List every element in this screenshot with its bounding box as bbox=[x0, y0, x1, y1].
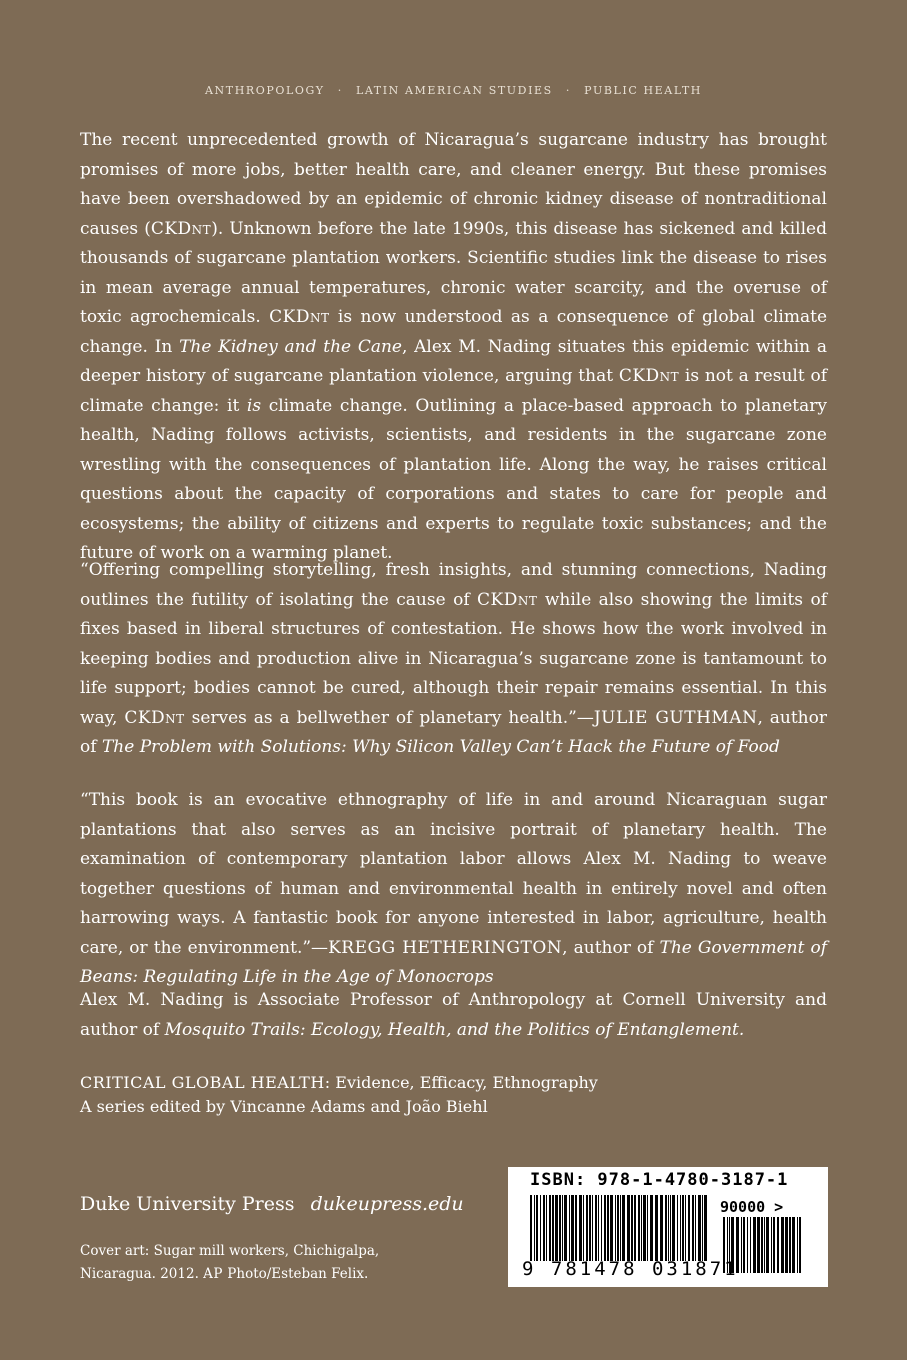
barcode-bar bbox=[617, 1195, 619, 1261]
barcode-bar bbox=[543, 1195, 545, 1261]
barcode-bar bbox=[650, 1195, 653, 1261]
category-anthropology: ANTHROPOLOGY bbox=[205, 84, 325, 97]
publisher-url: dukeupress.edu bbox=[310, 1193, 464, 1215]
barcode-bar bbox=[552, 1195, 554, 1261]
barcode-bar bbox=[781, 1217, 784, 1273]
barcode-bar bbox=[764, 1217, 765, 1273]
barcode-bar bbox=[792, 1217, 795, 1273]
endorsement-guthman: “Offering compelling storytelling, fresh insights, and stunning connections, Nading outlines the futility of isolating the cause of CKDnt while also showing the limits of fixes based in liberal structures of contestation. He shows how the work involved in keeping bodies and production alive in Nicaragua’s sugarcane zone is tantamount to life support; bodies cannot be cured, although their repair remains essential. In this way, CKDnt serves as a bellwether of planetary health.”—JULIE GUTHMAN, author of The Problem with Solutions: Why Silicon Valley Can’t Hack the Future of Food bbox=[80, 560, 827, 757]
barcode-bar bbox=[668, 1195, 669, 1261]
barcode-bar bbox=[797, 1217, 798, 1273]
author-previous-book: Mosquito Trails: Ecology, Health, and the Politics of Entanglement. bbox=[164, 1019, 745, 1040]
ckdnt-abbrev: CKDnt bbox=[150, 218, 212, 239]
barcode-bar bbox=[698, 1195, 701, 1261]
barcode-bar bbox=[750, 1217, 751, 1273]
price-code: 90000 > bbox=[720, 1198, 784, 1216]
barcode-bar bbox=[610, 1195, 613, 1261]
barcode-bar bbox=[677, 1195, 678, 1261]
barcode-bar bbox=[631, 1195, 633, 1261]
publisher-name: Duke University Press bbox=[80, 1193, 295, 1215]
ckdnt-abbrev: CKDnt bbox=[124, 707, 185, 728]
category-line bbox=[0, 84, 907, 97]
publisher-line bbox=[80, 1193, 464, 1215]
barcode-bar bbox=[622, 1195, 625, 1261]
ean-barcode-bars bbox=[530, 1195, 710, 1261]
barcode-bar bbox=[692, 1195, 694, 1261]
series-name: CRITICAL GLOBAL HEALTH bbox=[80, 1073, 325, 1092]
barcode-bar bbox=[604, 1195, 606, 1261]
endorser-book-title: The Problem with Solutions: Why Silicon Valley Can’t Hack the Future of Food bbox=[101, 737, 780, 757]
isbn-number: ISBN: 978-1-4780-3187-1 bbox=[530, 1170, 789, 1190]
endorser-name: JULIE GUTHMAN bbox=[593, 707, 758, 728]
category-separator: · bbox=[337, 84, 343, 97]
barcode-bar bbox=[773, 1217, 775, 1273]
barcode-bar bbox=[555, 1195, 558, 1261]
barcode-bar bbox=[641, 1195, 642, 1261]
barcode-bar bbox=[571, 1195, 574, 1261]
barcode-bar bbox=[536, 1195, 538, 1261]
barcode-bar bbox=[647, 1195, 648, 1261]
endorser-name: KREGG HETHERINGTON bbox=[328, 937, 563, 958]
ckdnt-abbrev: CKDnt bbox=[269, 307, 330, 327]
barcode-bar bbox=[682, 1195, 684, 1261]
barcode-bar bbox=[559, 1195, 561, 1261]
barcode-bar bbox=[688, 1195, 690, 1261]
barcode-bar bbox=[601, 1195, 602, 1261]
barcode-bar bbox=[643, 1195, 646, 1261]
barcode-bar bbox=[598, 1195, 599, 1261]
barcode-bar bbox=[680, 1195, 681, 1261]
barcode-bar bbox=[534, 1195, 535, 1261]
barcode-bar bbox=[586, 1195, 588, 1261]
barcode-bar bbox=[757, 1217, 760, 1273]
barcode-bar bbox=[655, 1195, 658, 1261]
ean-digits: 9 781478 031871 bbox=[522, 1258, 739, 1280]
ckdnt-abbrev: CKDnt bbox=[477, 589, 538, 610]
category-separator: · bbox=[565, 84, 572, 97]
endorsement-hetherington: “This book is an evocative ethnography of life in and around Nicaraguan sugar plantations that also serves as an incisive portrait of planetary health. The examination of contemporary plantation labor allows Alex M. Nading to weave together questions of human and environmental health in entirely novel and often harrowing ways. A fantastic book for anyone interested in labor, agriculture, health care, or the environment.”—KREGG HETHERINGTON, author of The Government of Beans: Regulating Life in the Age of Monocrops bbox=[80, 790, 828, 987]
barcode-bar bbox=[672, 1195, 675, 1261]
barcode-bar bbox=[579, 1195, 582, 1261]
cover-credit: Cover art: Sugar mill workers, Chichigalpa, Nicaragua. 2012. AP Photo/Esteban Felix. bbox=[80, 1243, 380, 1282]
series-editors: A series edited by Vincanne Adams and João Biehl bbox=[80, 1097, 488, 1116]
book-title: The Kidney and the Cane bbox=[179, 336, 402, 357]
barcode-bar bbox=[615, 1195, 616, 1261]
barcode-bar bbox=[620, 1195, 621, 1261]
barcode-bar bbox=[785, 1217, 788, 1273]
endorser-book-title: The Government of Beans: Regulating Life in the Age of Monocrops bbox=[80, 937, 828, 987]
barcode-bar bbox=[638, 1195, 640, 1261]
series-subtitle: : Evidence, Efficacy, Ethnography bbox=[324, 1073, 598, 1092]
barcode-bar bbox=[634, 1195, 636, 1261]
barcode-bar bbox=[761, 1217, 763, 1273]
barcode-bar bbox=[685, 1195, 686, 1261]
barcode-bar bbox=[575, 1195, 577, 1261]
barcode-bar bbox=[595, 1195, 597, 1261]
barcode-bar bbox=[695, 1195, 696, 1261]
barcode-bar bbox=[789, 1217, 791, 1273]
barcode-bar bbox=[799, 1217, 801, 1273]
barcode-bar bbox=[743, 1217, 745, 1273]
barcode-bar bbox=[540, 1195, 541, 1261]
barcode-bar bbox=[702, 1195, 703, 1261]
barcode-bar bbox=[771, 1217, 772, 1273]
barcode-bar bbox=[753, 1217, 756, 1273]
barcode-bar bbox=[546, 1195, 547, 1261]
barcode-bar bbox=[607, 1195, 609, 1261]
barcode-bar bbox=[766, 1217, 769, 1273]
barcode-bar bbox=[589, 1195, 591, 1261]
category-public-health: PUBLIC HEALTH bbox=[584, 84, 702, 97]
barcode-bar bbox=[741, 1217, 742, 1273]
barcode-bar bbox=[627, 1195, 630, 1261]
barcode-bar bbox=[747, 1217, 748, 1273]
barcode-bar bbox=[530, 1195, 532, 1261]
ckdnt-abbrev: CKDnt bbox=[618, 366, 680, 386]
series-info bbox=[80, 1071, 598, 1119]
barcode-bar bbox=[564, 1195, 567, 1261]
barcode-bar bbox=[569, 1195, 570, 1261]
barcode-bar bbox=[660, 1195, 663, 1261]
barcode-bar bbox=[549, 1195, 551, 1261]
category-latin-american-studies: LATIN AMERICAN STUDIES bbox=[355, 84, 553, 97]
author-bio: Alex M. Nading is Associate Professor of Anthropology at Cornell University and author of Mosquito Trails: Ecology, Health, and the Politics of Entanglement. bbox=[80, 990, 827, 1040]
book-description: The recent unprecedented growth of Nicaragua’s sugarcane industry has brought promises of more jobs, better health care, and cleaner energy. But these promises have been overshadowed by an epidemic of chronic kidney disease of nontraditional causes (CKDnt). Unknown before the late 1990s, this disease has sickened and killed thousands of sugarcane plantation workers. Scientific studies link the disease to rises in mean average annual temperatures, chronic water scarcity, and the overuse of toxic agrochemicals. CKDnt is now understood as a consequence of global climate change. In The Kidney and the Cane, Alex M. Nading situates this epidemic within a deeper history of sugarcane plantation violence, arguing that CKDnt is not a result of climate change: it is climate change. Outlining a place-based approach to planetary health, Nading follows activists, scientists, and residents in the sugarcane zone wrestling with the consequences of plantation life. Along the way, he raises critical questions about the capacity of corporations and states to care for people and ecosystems; the ability of citizens and experts to regulate toxic substances; and the future of work on a warming planet. bbox=[80, 130, 828, 563]
isbn-barcode bbox=[508, 1167, 828, 1287]
barcode-bar bbox=[704, 1195, 707, 1261]
barcode-bar bbox=[583, 1195, 584, 1261]
barcode-bar bbox=[665, 1195, 667, 1261]
barcode-bar bbox=[592, 1195, 593, 1261]
barcode-bar bbox=[670, 1195, 671, 1261]
barcode-bar bbox=[777, 1217, 779, 1273]
barcode-bar bbox=[562, 1195, 563, 1261]
emphasis-is: is bbox=[246, 395, 262, 416]
